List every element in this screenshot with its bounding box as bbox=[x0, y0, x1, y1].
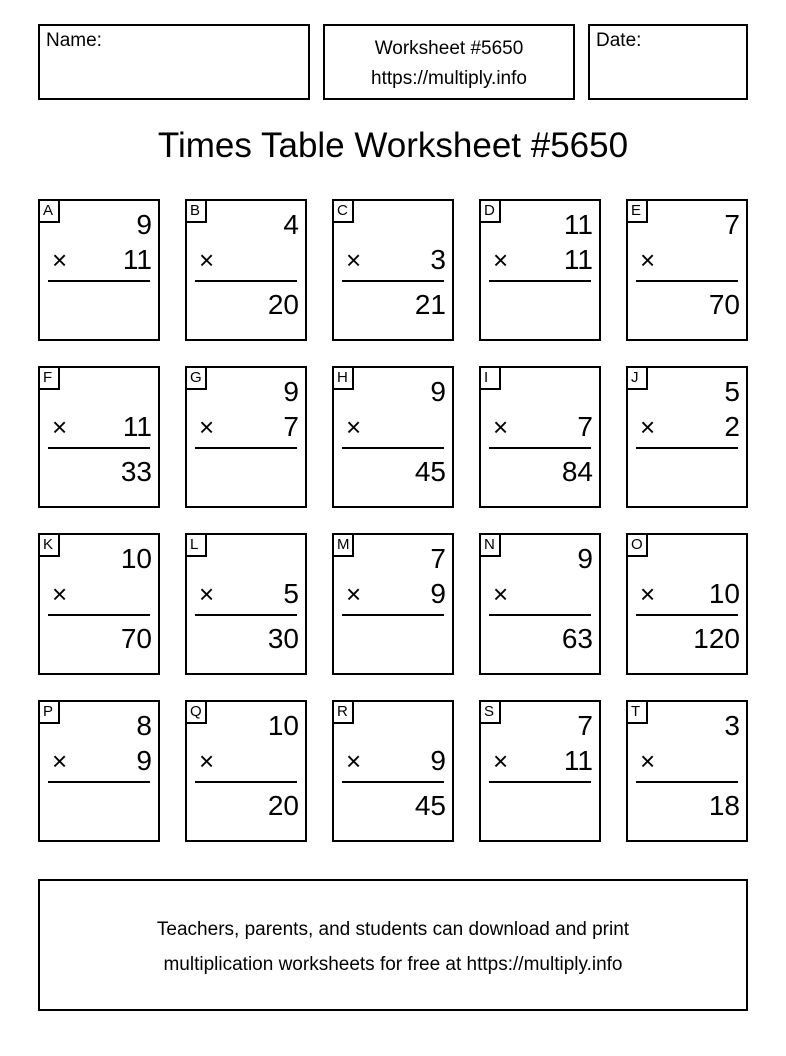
problem-letter: A bbox=[40, 201, 60, 223]
times-icon: × bbox=[199, 746, 215, 776]
problem-card bbox=[332, 533, 454, 675]
answer-line bbox=[48, 280, 150, 282]
problem-letter: R bbox=[334, 702, 354, 724]
problem-letter: H bbox=[334, 368, 354, 390]
problem-bottom-number: 11 bbox=[122, 411, 152, 442]
problem-product: 21 bbox=[414, 289, 446, 320]
answer-line bbox=[195, 614, 297, 616]
answer-line bbox=[342, 280, 444, 282]
answer-line bbox=[342, 614, 444, 616]
problem-card bbox=[38, 700, 160, 842]
answer-line bbox=[636, 614, 738, 616]
times-icon: × bbox=[493, 746, 509, 776]
problem-product: 45 bbox=[414, 790, 446, 821]
times-icon: × bbox=[346, 412, 362, 442]
problem-product: 120 bbox=[693, 623, 740, 654]
answer-line bbox=[48, 781, 150, 783]
problem-letter: P bbox=[40, 702, 60, 724]
times-icon: × bbox=[640, 412, 656, 442]
problem-top-number: 10 bbox=[120, 543, 152, 574]
problem-bottom-number: 3 bbox=[430, 244, 446, 275]
problem-top-number: 11 bbox=[563, 209, 593, 240]
problem-card bbox=[332, 366, 454, 508]
problem-bottom-number: 11 bbox=[563, 745, 593, 776]
problem-top-number: 7 bbox=[724, 209, 740, 240]
problem-card bbox=[38, 366, 160, 508]
date-label: Date: bbox=[596, 30, 642, 51]
problem-top-number: 9 bbox=[283, 376, 299, 407]
answer-line bbox=[636, 781, 738, 783]
problem-product: 20 bbox=[267, 289, 299, 320]
answer-line bbox=[195, 781, 297, 783]
answer-line bbox=[636, 280, 738, 282]
name-field-box[interactable] bbox=[38, 24, 310, 100]
problem-letter: N bbox=[481, 535, 501, 557]
problem-bottom-number: 10 bbox=[708, 578, 740, 609]
footer-line-1: Teachers, parents, and students can download and print bbox=[156, 919, 630, 940]
problem-letter: D bbox=[481, 201, 501, 223]
problem-card bbox=[185, 199, 307, 341]
problem-letter: E bbox=[628, 201, 648, 223]
answer-line bbox=[489, 614, 591, 616]
problem-card bbox=[185, 366, 307, 508]
problem-top-number: 5 bbox=[724, 376, 740, 407]
answer-line bbox=[489, 447, 591, 449]
problem-letter: G bbox=[187, 368, 207, 390]
problem-top-number: 7 bbox=[430, 543, 446, 574]
problem-card bbox=[626, 700, 748, 842]
problem-bottom-number: 7 bbox=[283, 411, 299, 442]
answer-line bbox=[48, 614, 150, 616]
times-icon: × bbox=[52, 579, 68, 609]
problem-top-number: 7 bbox=[577, 710, 593, 741]
problem-letter: B bbox=[187, 201, 207, 223]
worksheet-info-box bbox=[323, 24, 575, 100]
problem-card bbox=[185, 700, 307, 842]
problem-card bbox=[479, 700, 601, 842]
problem-letter: S bbox=[481, 702, 501, 724]
problem-product: 18 bbox=[708, 790, 740, 821]
times-icon: × bbox=[640, 746, 656, 776]
problem-card bbox=[626, 366, 748, 508]
problem-bottom-number: 11 bbox=[122, 244, 152, 275]
problem-top-number: 3 bbox=[724, 710, 740, 741]
answer-line bbox=[489, 280, 591, 282]
problem-product: 84 bbox=[561, 456, 593, 487]
problem-letter: L bbox=[187, 535, 207, 557]
problem-bottom-number: 7 bbox=[577, 411, 593, 442]
answer-line bbox=[636, 447, 738, 449]
problem-letter: Q bbox=[187, 702, 207, 724]
problem-bottom-number: 2 bbox=[724, 411, 740, 442]
problem-product: 30 bbox=[267, 623, 299, 654]
answer-line bbox=[195, 280, 297, 282]
problem-product: 63 bbox=[561, 623, 593, 654]
problem-top-number: 10 bbox=[267, 710, 299, 741]
problem-bottom-number: 11 bbox=[563, 244, 593, 275]
problem-bottom-number: 9 bbox=[430, 578, 446, 609]
times-icon: × bbox=[199, 412, 215, 442]
problem-letter: C bbox=[334, 201, 354, 223]
problem-card bbox=[185, 533, 307, 675]
times-icon: × bbox=[346, 746, 362, 776]
times-icon: × bbox=[493, 579, 509, 609]
footer-line-2: multiplication worksheets for free at https://multiply.info bbox=[163, 954, 623, 975]
problem-product: 70 bbox=[120, 623, 152, 654]
times-icon: × bbox=[52, 245, 68, 275]
problem-card bbox=[332, 199, 454, 341]
times-icon: × bbox=[640, 245, 656, 275]
problem-card bbox=[38, 533, 160, 675]
problem-top-number: 8 bbox=[136, 710, 152, 741]
problem-card bbox=[332, 700, 454, 842]
worksheet-id: Worksheet #5650 bbox=[374, 38, 524, 59]
problem-letter: F bbox=[40, 368, 60, 390]
problem-letter: J bbox=[628, 368, 648, 390]
problem-card bbox=[626, 533, 748, 675]
problem-top-number: 4 bbox=[283, 209, 299, 240]
problem-card bbox=[626, 199, 748, 341]
times-icon: × bbox=[640, 579, 656, 609]
answer-line bbox=[489, 781, 591, 783]
problem-product: 70 bbox=[708, 289, 740, 320]
times-icon: × bbox=[199, 579, 215, 609]
problem-card bbox=[479, 533, 601, 675]
date-field-box[interactable] bbox=[588, 24, 748, 100]
problem-card bbox=[38, 199, 160, 341]
times-icon: × bbox=[199, 245, 215, 275]
times-icon: × bbox=[493, 245, 509, 275]
problem-bottom-number: 9 bbox=[430, 745, 446, 776]
problem-bottom-number: 9 bbox=[136, 745, 152, 776]
problem-product: 20 bbox=[267, 790, 299, 821]
times-icon: × bbox=[346, 245, 362, 275]
worksheet-site: https://multiply.info bbox=[371, 68, 527, 89]
name-label: Name: bbox=[46, 30, 102, 51]
problem-card bbox=[479, 199, 601, 341]
page-title: Times Table Worksheet #5650 bbox=[157, 126, 629, 165]
problem-bottom-number: 5 bbox=[283, 578, 299, 609]
answer-line bbox=[48, 447, 150, 449]
problem-top-number: 9 bbox=[136, 209, 152, 240]
answer-line bbox=[342, 447, 444, 449]
problem-letter: M bbox=[334, 535, 354, 557]
times-icon: × bbox=[346, 579, 362, 609]
answer-line bbox=[342, 781, 444, 783]
footer-note bbox=[38, 879, 748, 1011]
problem-top-number: 9 bbox=[430, 376, 446, 407]
answer-line bbox=[195, 447, 297, 449]
problem-product: 33 bbox=[120, 456, 152, 487]
problem-letter: I bbox=[481, 368, 501, 390]
problem-card bbox=[479, 366, 601, 508]
problem-letter: K bbox=[40, 535, 60, 557]
problem-letter: O bbox=[628, 535, 648, 557]
problem-letter: T bbox=[628, 702, 648, 724]
times-icon: × bbox=[52, 746, 68, 776]
times-icon: × bbox=[52, 412, 68, 442]
problem-product: 45 bbox=[414, 456, 446, 487]
problem-top-number: 9 bbox=[577, 543, 593, 574]
times-icon: × bbox=[493, 412, 509, 442]
